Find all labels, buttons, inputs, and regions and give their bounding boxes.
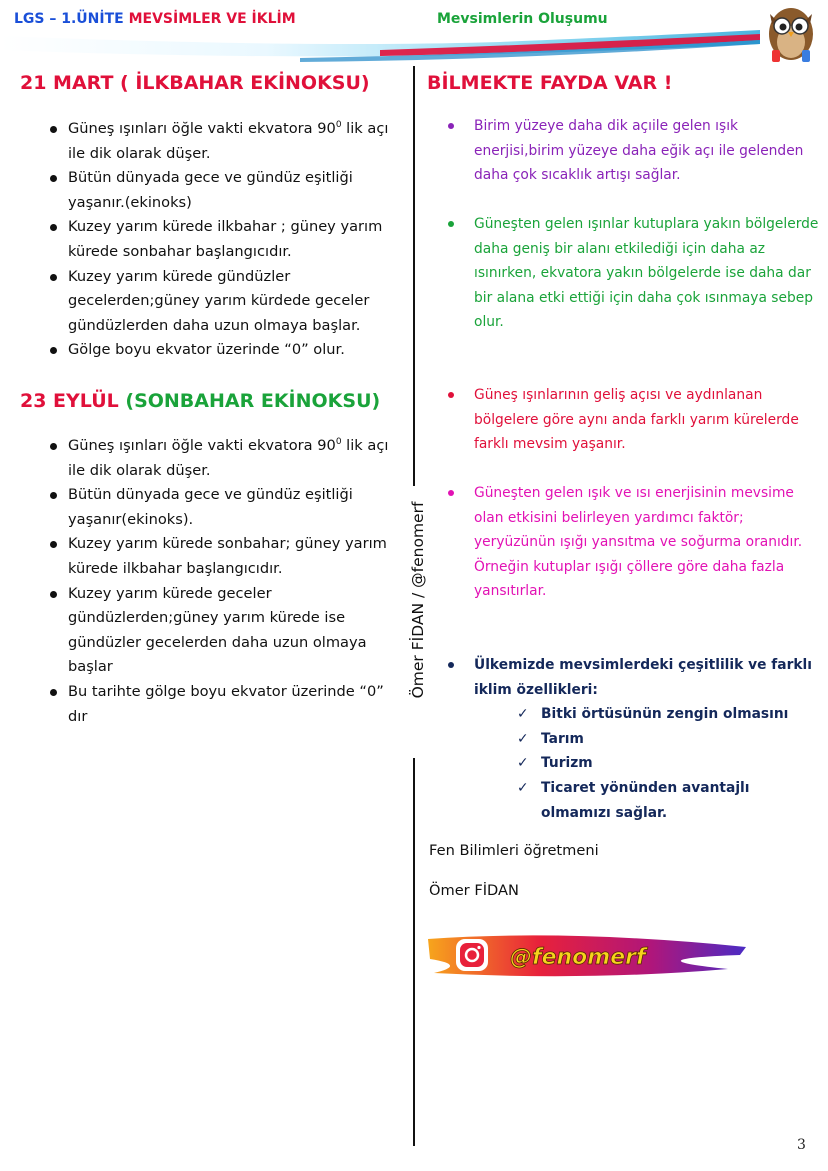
column-divider-top <box>413 66 415 486</box>
check-item: ✓ Ticaret yönünden avantajlı olmamızı sağlar. <box>429 776 821 825</box>
instagram-banner <box>428 925 748 985</box>
section2-title <box>20 390 380 412</box>
info-block-1 <box>429 114 821 188</box>
section1-title: 21 MART ( İLKBAHAR EKİNOKSU) <box>20 72 370 94</box>
info-block-4 <box>429 481 821 604</box>
header-banner <box>0 0 828 62</box>
social-handle: @fenomerf <box>510 945 646 970</box>
info-block-3 <box>429 383 821 457</box>
list-item: Güneşten gelen ışık ve ısı enerjisinin mevsime olan etkisini belirleyen yardımcı faktör; yeryüzünün ışığı yansıtma ve soğurma oranıdır. Örneğin kutuplar ışığı çöllere göre daha fazla yansıtırlar. <box>429 481 821 604</box>
info-block-5 <box>429 653 821 825</box>
check-item: ✓ Bitki örtüsünün zengin olmasını <box>429 702 821 727</box>
list-item: Kuzey yarım kürede geceler gündüzlerden;güney yarım kürede ise gündüzler gecelerden daha uzun olmaya başlar <box>20 582 396 680</box>
list-item: Kuzey yarım kürede sonbahar; güney yarım kürede ilkbahar başlangıcıdır. <box>20 532 396 581</box>
list-item: Gölge boyu ekvator üzerinde “0” olur. <box>20 338 400 363</box>
instagram-icon <box>456 939 488 971</box>
teacher-title: Fen Bilimleri öğretmeni <box>429 842 599 859</box>
section2-title-name: (SONBAHAR EKİNOKSU) <box>118 390 381 412</box>
info-block-2 <box>429 212 821 335</box>
check-list <box>429 702 821 825</box>
list-item: Güneş ışınları öğle vakti ekvatora $90^0$ lik açı ile dik olarak düşer. <box>20 434 396 483</box>
check-icon: ✓ <box>517 755 529 772</box>
header-unit: MEVSİMLER VE İKLİM <box>128 11 296 27</box>
check-item: ✓ Tarım <box>429 727 821 752</box>
header-topic-title: Mevsimlerin Oluşumu <box>437 11 608 27</box>
header-prefix: LGS – 1.ÜNİTE <box>14 11 124 27</box>
owl-mascot-icon <box>758 0 824 64</box>
section2-title-date: 23 EYLÜL <box>20 390 119 412</box>
list-item: Güneşten gelen ışınlar kutuplara yakın bölgelerde daha geniş bir alanı etkilediği için daha az ısınırken, ekvatora yakın bölgelerde ise daha dar bir alana etki ettiği için daha çok ısınmaya sebep olur. <box>429 212 821 335</box>
list-item: Bütün dünyada gece ve gündüz eşitliği yaşanır.(ekinoks) <box>20 166 400 215</box>
list-item: Bütün dünyada gece ve gündüz eşitliği yaşanır(ekinoks). <box>20 483 396 532</box>
column-divider-bottom <box>413 758 415 1146</box>
section1-list <box>20 117 400 363</box>
teacher-name: Ömer FİDAN <box>429 882 519 899</box>
page-number: 3 <box>797 1137 806 1153</box>
header-unit-title <box>14 11 296 27</box>
check-item: ✓ Turizm <box>429 751 821 776</box>
list-item: Birim yüzeye daha dik açıile gelen ışık enerjisi,birim yüzeye daha eğik açı ile gelenden daha çok sıcaklık artışı sağlar. <box>429 114 821 188</box>
check-icon: ✓ <box>517 706 529 723</box>
info-title: BİLMEKTE FAYDA VAR ! <box>427 72 673 94</box>
section2-list-wrap <box>20 434 396 729</box>
section1-list-wrap <box>20 117 400 363</box>
check-icon: ✓ <box>517 730 529 747</box>
list-item: Ülkemizde mevsimlerdeki çeşitlilik ve farklı iklim özellikleri: <box>429 653 821 702</box>
check-icon: ✓ <box>517 779 529 796</box>
list-item: Güneş ışınlarının geliş açısı ve aydınlanan bölgelere göre aynı anda farklı yarım kürelerde farklı mevsim yaşanır. <box>429 383 821 457</box>
list-item: Kuzey yarım kürede gündüzler gecelerden;güney yarım kürdede geceler gündüzlerden daha uzun olmaya başlar. <box>20 265 400 339</box>
list-item: Kuzey yarım kürede ilkbahar ; güney yarım kürede sonbahar başlangıcıdır. <box>20 215 400 264</box>
section2-list <box>20 434 396 729</box>
list-item: Bu tarihte gölge boyu ekvator üzerinde “0” dır <box>20 680 396 729</box>
list-item: Güneş ışınları öğle vakti ekvatora $90^0$ lik açı ile dik olarak düşer. <box>20 117 400 166</box>
